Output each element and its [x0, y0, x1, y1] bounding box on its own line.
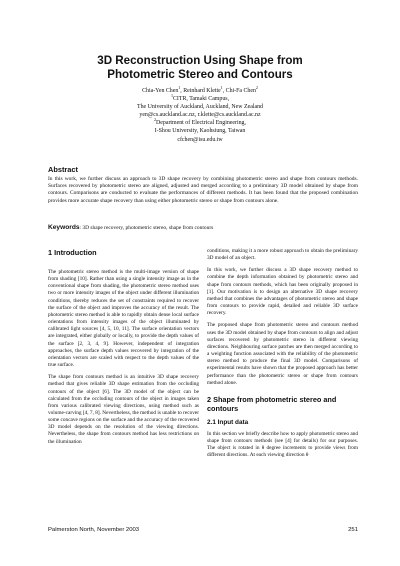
affiliation-2: $^2$Department of Electrical Engineering, — [154, 117, 246, 127]
affiliation-1: $^1$CITR, Tamaki Campus, — [170, 93, 230, 103]
paper-title — [40, 54, 360, 82]
title-line-2: Photometric Stereo and Contours — [107, 68, 293, 81]
affiliation-1-university: The University of Auckland, Auckland, New Zealand — [137, 104, 263, 111]
affiliation-2-university: I-Shou University, Kaohsiung, Taiwan — [154, 128, 246, 135]
section-2-heading: 2 Shape from photometric stereo and contours — [207, 394, 337, 413]
intro-paragraph-2: The shape from contours method is an intuitive 3D shape recovery method that gives reliable 3D shape estimation from the occluding contours of the object [6]. The 3D model of the object can be calculated from the occluding contours of the object in images taken from various calibrated viewing directions, using method such as volume-carving [4, 7, 8]. Nevertheless, the method is unable to recover some concave regions on the surface and the accuracy of the recovered 3D model depends on the resolution of the viewing directions. Nevertheless, the shape from contours method has less restrictions on the illumination — [48, 374, 199, 445]
intro-paragraph-4: In this work, we further discuss a 3D shape recovery method to combine the depth information obtained by photometric stereo and shape from contours methods, which has been originally proposed in [1]. Our motivation is to design an alternative 3D shape recovery method that combines the advantages of photometric stereo and shape from contours to provide rapid, detailed and reliable 3D surface recovery. — [207, 267, 358, 317]
subsection-2-1-heading: 2.1 Input data — [207, 418, 249, 426]
section-2-paragraph-1: In this section we briefly describe how to apply photometric stereo and shape from contours methods (see [4] for details) for our purposes. The object is rotated in θ degree increments to provide views from different directions. At each viewing direction θ — [207, 430, 358, 459]
abstract-text: In this work, we further discuss an approach to 3D shape recovery by combining photometric stereo and shape from contours methods. Surfaces recovered by photometric stereo are aligned, adjusted and merged according to a preliminary 3D model obtained by shape from contours. Comparisons are conducted to evaluate the performances of different methods. It has been found that the proposed combination provides more accurate shape recovery than using either photometric stereo or shape from contours alone. — [48, 176, 358, 204]
title-line-1: 3D Reconstruction Using Shape from — [97, 54, 303, 67]
intro-paragraph-1: The photometric stereo method is the multi-image version of shape from shading [10]. Rather than using a single intensity image as in the conventional shape from shading, the photometric stereo method uses two or more intensity images of the object under different illumination conditions, thereby reduces the set of constraints required to recover the surface of the object and improves the accuracy of the result. The photometric stereo method is able to rapidly obtain dense local surface orientations from intensity images of the object illuminated by calibrated light sources [4, 5, 10, 11]. The surface orientation vectors are integrated, either globally or locally, to provide the depth values of the surface [2, 3, 4, 9]. However, independent of integration approaches, the surface depth values recovered by integration of the orientation vectors are scaled with respect to the depth values of the true surface. — [48, 269, 199, 369]
right-column — [207, 248, 358, 464]
section-1-heading: 1 Introduction — [48, 248, 97, 257]
author-block — [40, 87, 360, 144]
intro-paragraph-5: The proposed shape from photometric stereo and contours method uses the 3D model obtained by shape from contours to align and adjust surfaces recovered by photometric stereo in different viewing directions. Neighbouring surface patches are then merged according to a weighting function associated with the reliability of the photometric stereo method to produce the final 3D model. Comparisons of experimental results have shown that the proposed approach has better performance than the photometric stereo or shape from contours method alone. — [207, 322, 358, 386]
affiliation-1-email: yen@cs.auckland.ac.nz, r.klette@cs.auckland.ac.nz — [139, 112, 261, 119]
intro-paragraph-3: conditions, making it a more robust approach to obtain the preliminary 3D model of an object. — [207, 248, 358, 262]
keywords-label: Keywords — [48, 224, 80, 231]
left-column — [48, 248, 199, 451]
keywords — [48, 224, 358, 232]
page-number: 251 — [348, 527, 358, 533]
keywords-text: : 3D shape recovery, photometric stereo, shape from contours — [79, 225, 214, 231]
author-names: Chia-Yen Chen$^1$, Reinhard Klette$^1$, Chi-Fa Chen$^2$ — [142, 85, 258, 94]
abstract-heading: Abstract — [48, 165, 78, 174]
footer-location-date: Palmerston North, November 2003 — [48, 527, 140, 533]
affiliation-2-email: cfchen@isu.edu.tw — [177, 136, 223, 143]
